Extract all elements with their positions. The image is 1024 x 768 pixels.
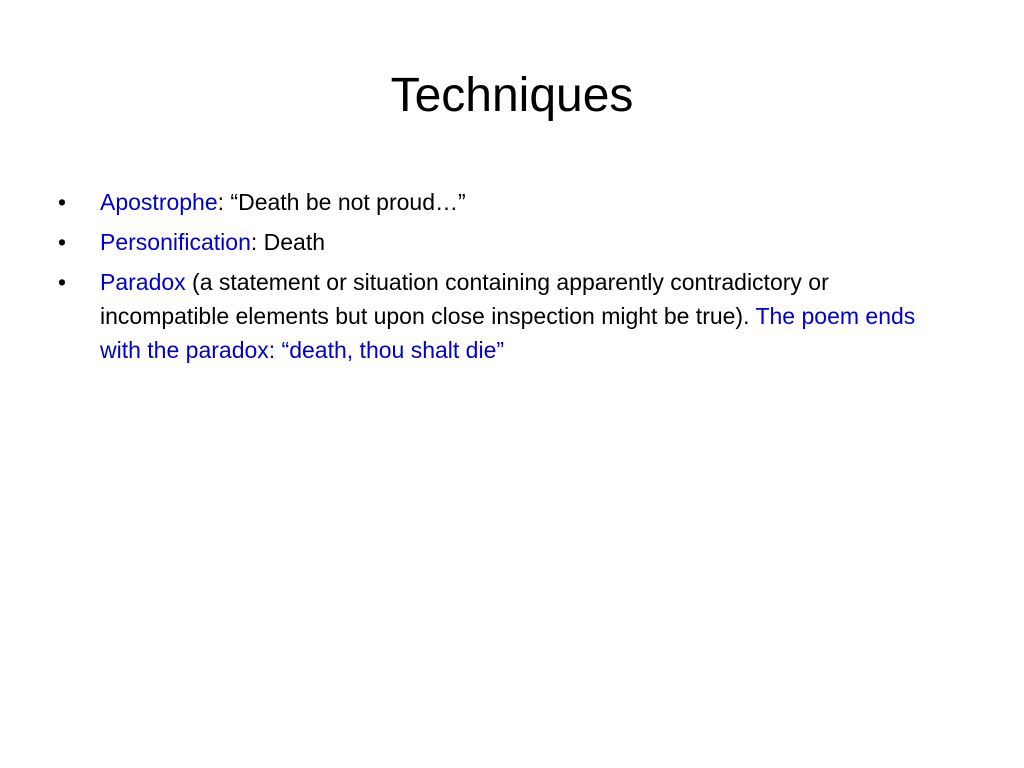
- definition-paradox: (a statement or situation containing apparently contradictory or incompatible elements but upon close inspection might be true).: [100, 269, 829, 329]
- bullet-icon: •: [58, 269, 67, 295]
- definition-apostrophe: : “Death be not proud…”: [217, 189, 466, 215]
- term-paradox: Paradox: [100, 269, 186, 295]
- bullet-item-paradox: [58, 265, 958, 367]
- bullet-item-apostrophe: [58, 185, 958, 219]
- paradox-example: The poem ends with the paradox: “death, thou shalt die”: [100, 303, 916, 363]
- definition-personification: : Death: [250, 229, 326, 255]
- term-personification: Personification: [100, 229, 251, 255]
- bullet-list: [58, 185, 958, 373]
- bullet-item-personification: [58, 225, 958, 259]
- bullet-icon: •: [58, 229, 67, 255]
- term-apostrophe: Apostrophe: [100, 189, 218, 215]
- slide-title: Techniques: [390, 69, 634, 122]
- bullet-icon: •: [58, 189, 67, 215]
